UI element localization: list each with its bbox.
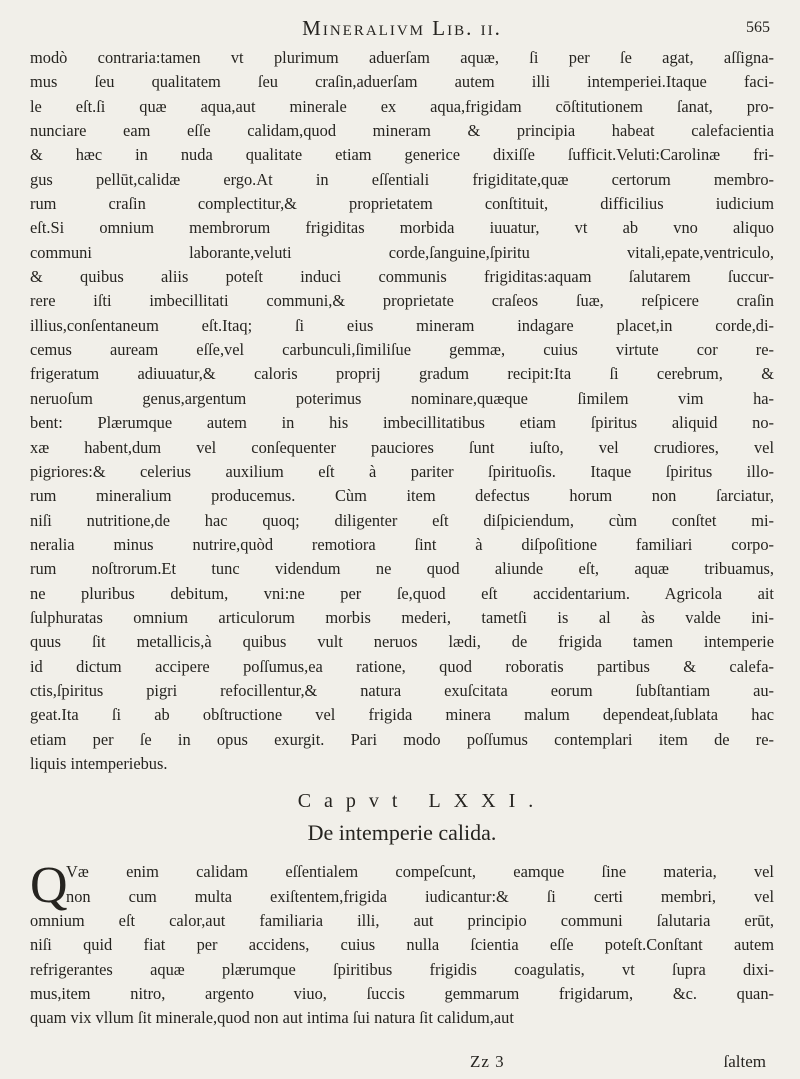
text-line: Væ enim calidam eſſentialem compeſcunt, eamque ſine materia, vel — [66, 862, 774, 882]
chapter-heading: Capvt LXXI. — [297, 790, 547, 813]
text-line: nunciare eam eſſe calidam,quod mineram & principia habeat calefacientia — [30, 121, 774, 141]
text-line: modò contraria:tamen vt plurimum aduerſam aquæ, ſi per ſe agat, aſſigna- — [30, 48, 774, 67]
text-line: ſulphuratas omnium articulorum morbis mederi, tametſi is al às valde ini- — [30, 607, 774, 627]
text-line: xæ habent,dum vel conſequenter pauciores ſunt iuſto, vel crudiores, vel — [30, 437, 774, 457]
text-line: liquis intemperiebus. — [30, 753, 168, 773]
text-line: & quibus aliis poteſt induci communis frigiditas:aquam ſalutarem ſuccur- — [30, 267, 774, 287]
running-head — [30, 10, 774, 46]
text-line: rum noſtrorum.Et tunc videndum ne quod aliunde eſt, aquæ tribuamus, — [30, 559, 774, 579]
text-line: illius,conſentaneum eſt.Itaq; ſi eius mineram indagare placet,in corde,di- — [30, 315, 774, 335]
text-line: mus ſeu qualitatem ſeu craſin,aduerſam autem illi intemperiei.Itaque faci- — [30, 72, 774, 92]
text-line: le eſt.ſi quæ aqua,aut minerale ex aqua,frigidam cōſtitutionem ſanat, pro- — [30, 96, 774, 116]
running-title: Mineralivm Lib. ii. — [302, 16, 502, 40]
text-line: gus pellūt,calidæ ergo.At in eſſentiali frigiditate,quæ certorum membro- — [30, 169, 774, 189]
text-line: niſi quid fiat per accidens, cuius nulla ſcientia eſſe poteſt.Conſtant autem — [30, 935, 774, 955]
catchword: ſaltem — [723, 1052, 766, 1071]
text-line: id dictum accipere poſſumus,ea ratione, quod roboratis partibus & calefa- — [30, 656, 774, 676]
text-line: cemus auream eſſe,vel carbunculi,ſimiliſue gemmæ, cuius virtute cor re- — [30, 340, 774, 360]
text-line: neralia minus nutrire,quòd remotiora ſint à diſpoſitione familiari corpo- — [30, 534, 774, 554]
text-line: pigriores:& celerius auxilium eſt à pariter ſpirituoſis. Itaque ſpiritus illo- — [30, 461, 774, 481]
drop-cap-initial: Q — [30, 857, 68, 915]
text-line: omnium eſt calor,aut familiaria illi, aut principio communi ſalutaria erūt, — [30, 911, 774, 930]
text-line: ne pluribus debitum, vni:ne per ſe,quod eſt accidentarium. Agricola ait — [30, 583, 774, 603]
chapter-title: De intemperie calida. — [307, 820, 497, 846]
text-line: quus ſit metallicis,à quibus vult neruos lædi, de frigida tamen intemperie — [30, 632, 774, 652]
text-line: etiam per ſe in opus exurgit. Pari modo poſſumus contemplari item de re- — [30, 729, 774, 749]
text-line: quam vix vllum ſit minerale,quod non aut intima ſui natura ſit calidum,aut — [30, 1008, 514, 1028]
text-line: geat.Ita ſi ab obſtructione vel frigida minera malum dependeat,ſublata hac — [30, 705, 774, 725]
text-line: neruoſum genus,argentum poterimus nominare,quæque ſimilem vim ha- — [30, 388, 774, 408]
text-line: bent: Plærumque autem in his imbecillitatibus etiam ſpiritus aliquid no- — [30, 413, 774, 433]
text-line: refrigerantes aquæ plærumque ſpiritibus frigidis coagulatis, vt ſupra dixi- — [30, 959, 774, 979]
body-paragraph — [30, 46, 774, 776]
chapter-paragraph — [30, 857, 774, 1030]
text-line: communi laborante,veluti corde,ſanguine,ſpiritu vitali,epate,ventriculo, — [30, 242, 774, 262]
text-line: mus,item nitro, argento viuo, ſuccis gemmarum frigidarum, &c. quan- — [30, 984, 774, 1004]
text-line: rum craſin complectitur,& proprietatem conſtituit, difficilius iudicium — [30, 194, 774, 214]
text-line: eſt.Si omnium membrorum frigiditas morbida iuuatur, vt ab vno aliquo — [30, 218, 774, 238]
text-line: ctis,ſpiritus pigri refocillentur,& natura exuſcitata eorum ſubſtantiam au- — [30, 680, 774, 700]
text-line: rere iſti imbecillitati communi,& proprietate craſeos ſuæ, reſpicere craſin — [30, 291, 774, 311]
page-number: 565 — [746, 19, 770, 36]
text-line: rum mineralium producemus. Cùm item defectus horum non ſarciatur, — [30, 486, 774, 506]
text-line: non cum multa exiſtentem,frigida iudicantur:& ſi certi membri, vel — [66, 886, 774, 906]
text-line: niſi nutritione,de hac quoq; diligenter eſt diſpiciendum, cùm conſtet mi- — [30, 510, 774, 530]
text-line: & hæc in nuda qualitate etiam generice dixiſſe ſufficit.Veluti:Carolinæ fri- — [30, 145, 774, 165]
text-line: frigeratum adiuuatur,& caloris proprij gradum recipit:Ita ſi cerebrum, & — [30, 364, 774, 384]
signature-mark: Zz 3 — [470, 1052, 505, 1071]
